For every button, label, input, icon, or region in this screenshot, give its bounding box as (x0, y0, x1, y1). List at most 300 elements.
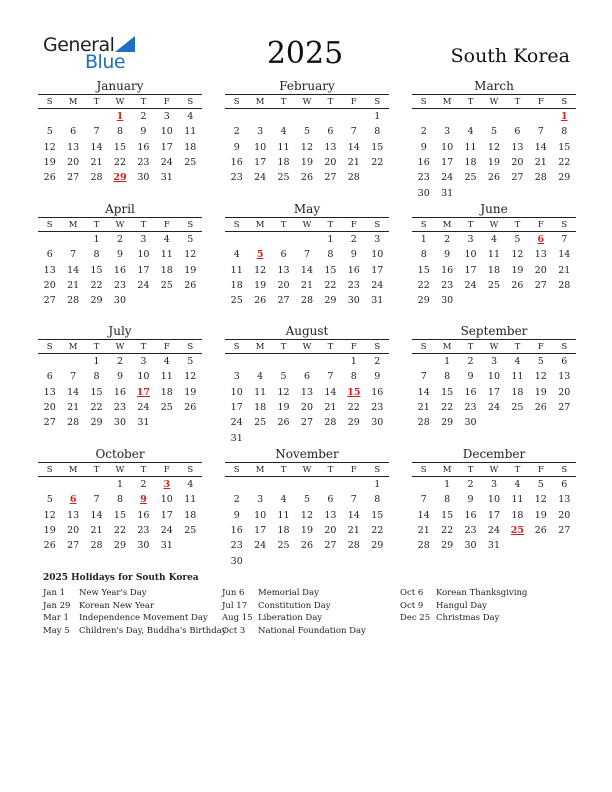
day-cell: 4 (163, 234, 170, 246)
week-row (412, 385, 576, 400)
day-cell: 26 (534, 525, 547, 537)
day-cell: 31 (487, 540, 501, 552)
day-cell: 27 (67, 172, 80, 184)
empty-cell (553, 185, 576, 200)
day-cell: 9 (374, 371, 381, 383)
month-name: March (474, 79, 514, 93)
month-name: August (285, 324, 329, 338)
month-september (412, 323, 576, 430)
day-cell: 22 (347, 402, 360, 414)
day-cell: 6 (327, 126, 334, 138)
day-cell: 15 (90, 386, 103, 398)
empty-cell (319, 354, 342, 370)
month-table (412, 339, 576, 430)
day-cell: 26 (43, 172, 56, 184)
day-cell: 25 (277, 172, 290, 184)
day-cell: 19 (43, 525, 56, 537)
day-cell: 9 (350, 249, 357, 261)
day-cell: 20 (534, 264, 547, 276)
day-cell: 14 (534, 141, 547, 153)
month-july (38, 323, 202, 430)
day-cell: 23 (230, 540, 243, 552)
weekday-header: S (179, 218, 202, 232)
empty-cell (529, 185, 552, 200)
generalblue-logo (43, 34, 153, 74)
day-cell: 12 (184, 371, 197, 383)
day-cell: 10 (254, 141, 267, 153)
day-cell: 10 (371, 249, 384, 261)
day-cell: 22 (371, 157, 384, 169)
month-table (412, 462, 576, 553)
holiday-item (43, 625, 227, 638)
day-cell: 25 (230, 295, 243, 307)
holiday-date: Jan 29 (43, 600, 71, 611)
holiday-name: New Year's Day (79, 588, 147, 598)
week-row (412, 492, 576, 507)
day-cell: 13 (67, 141, 80, 153)
day-cell: 4 (467, 126, 474, 138)
day-cell: 20 (67, 525, 80, 537)
day-cell: 3 (467, 234, 474, 246)
weekday-header: F (529, 218, 552, 232)
day-cell: 24 (464, 280, 477, 292)
day-cell: 10 (160, 126, 173, 138)
empty-cell (506, 538, 529, 553)
day-cell: 18 (277, 157, 290, 169)
day-cell: 28 (300, 295, 314, 307)
day-cell: 3 (374, 234, 381, 246)
weekday-header: M (435, 218, 458, 232)
day-cell: 18 (277, 525, 290, 537)
holiday-name: Hangul Day (436, 600, 487, 611)
weekday-header: T (459, 463, 482, 477)
empty-cell (529, 415, 552, 430)
empty-cell (319, 430, 342, 445)
day-cell: 27 (300, 417, 314, 429)
week-row (225, 523, 389, 538)
day-cell: 7 (327, 371, 334, 383)
day-cell: 16 (137, 509, 150, 521)
day-cell: 26 (534, 402, 547, 414)
empty-cell (482, 293, 505, 308)
day-cell: 7 (93, 494, 100, 506)
weekday-header: S (366, 340, 389, 354)
day-cell: 20 (43, 280, 56, 292)
weekday-header: W (295, 340, 318, 354)
weekday-header: M (435, 463, 458, 477)
day-cell: 3 (140, 234, 147, 246)
day-cell: 29 (90, 417, 103, 429)
empty-cell (342, 430, 365, 445)
day-cell: 20 (324, 157, 337, 169)
week-row (412, 232, 576, 248)
day-cell: 27 (324, 172, 337, 184)
holiday-day-cell: 1 (560, 111, 568, 123)
day-cell: 20 (67, 157, 80, 169)
month-table (38, 94, 202, 185)
holiday-item (222, 587, 366, 600)
day-cell: 29 (324, 295, 337, 307)
day-cell: 13 (534, 249, 547, 261)
day-cell: 13 (558, 371, 571, 383)
day-cell: 5 (303, 126, 310, 138)
weekday-header: M (248, 340, 271, 354)
day-cell: 12 (277, 386, 290, 398)
week-row (412, 354, 576, 370)
empty-cell (553, 415, 576, 430)
day-cell: 6 (561, 479, 568, 491)
day-cell: 9 (444, 249, 451, 261)
weekday-header: M (435, 340, 458, 354)
week-row (38, 124, 202, 139)
day-cell: 7 (537, 126, 544, 138)
month-table (412, 94, 576, 201)
day-cell: 2 (420, 126, 427, 138)
empty-cell (248, 553, 271, 568)
day-cell: 17 (254, 525, 267, 537)
empty-cell (506, 109, 529, 125)
day-cell: 12 (43, 141, 56, 153)
weekday-header: S (553, 463, 576, 477)
weekday-header: T (459, 340, 482, 354)
day-cell: 24 (371, 280, 384, 292)
day-cell: 25 (464, 172, 477, 184)
week-row (412, 124, 576, 139)
day-cell: 17 (487, 386, 501, 398)
weekday-header: S (179, 463, 202, 477)
empty-cell (295, 109, 318, 125)
logo-general-text: General (43, 34, 115, 56)
holiday-date: Jan 1 (43, 588, 66, 598)
day-cell: 14 (558, 249, 571, 261)
day-cell: 8 (420, 249, 427, 261)
empty-cell (295, 232, 318, 248)
day-cell: 27 (43, 295, 56, 307)
day-cell: 10 (487, 371, 501, 383)
day-cell: 16 (230, 525, 243, 537)
holiday-name: National Foundation Day (258, 625, 366, 636)
empty-cell (459, 109, 482, 125)
day-cell: 3 (140, 356, 147, 368)
empty-cell (61, 354, 84, 370)
day-cell: 11 (511, 494, 524, 506)
day-cell: 21 (67, 402, 80, 414)
day-cell: 29 (90, 295, 103, 307)
weekday-header: F (155, 340, 178, 354)
day-cell: 11 (230, 264, 243, 276)
weekday-header: S (553, 95, 576, 109)
day-cell: 2 (116, 356, 123, 368)
day-cell: 13 (300, 386, 314, 398)
day-cell: 15 (558, 141, 571, 153)
day-cell: 23 (441, 280, 454, 292)
holiday-date: Oct 3 (222, 625, 246, 636)
day-cell: 20 (300, 402, 314, 414)
weekday-header: T (132, 340, 155, 354)
day-cell: 5 (514, 234, 521, 246)
weekday-header: S (366, 463, 389, 477)
day-cell: 14 (417, 509, 430, 521)
weekday-header: F (342, 340, 365, 354)
day-cell: 29 (441, 417, 454, 429)
month-november (225, 446, 389, 569)
weekday-header: T (319, 340, 342, 354)
weekday-header: M (435, 95, 458, 109)
day-cell: 8 (93, 249, 100, 261)
day-cell: 29 (441, 540, 454, 552)
empty-cell (459, 185, 482, 200)
week-row (38, 263, 202, 278)
week-row (412, 369, 576, 384)
holiday-date: Aug 15 (222, 613, 253, 623)
week-row (38, 477, 202, 493)
weekday-header: F (529, 463, 552, 477)
week-row (225, 400, 389, 415)
weekday-header: F (155, 463, 178, 477)
empty-cell (553, 538, 576, 553)
weekday-header: W (108, 340, 131, 354)
day-cell: 6 (327, 494, 334, 506)
holiday-name: Children's Day, Buddha's Birthday (79, 625, 227, 636)
day-cell: 7 (350, 494, 357, 506)
day-cell: 12 (487, 141, 501, 153)
week-row (412, 109, 576, 125)
week-row (412, 415, 576, 430)
day-cell: 30 (230, 555, 243, 567)
day-cell: 16 (113, 386, 127, 398)
month-october (38, 446, 202, 553)
week-row (412, 247, 576, 262)
day-cell: 23 (230, 172, 243, 184)
day-cell: 19 (184, 264, 197, 276)
day-cell: 30 (137, 172, 150, 184)
empty-cell (179, 538, 202, 553)
day-cell: 7 (70, 249, 77, 261)
day-cell: 17 (137, 264, 150, 276)
holidays-column (400, 587, 527, 625)
day-cell: 21 (324, 402, 337, 414)
week-row (412, 523, 576, 538)
month-table (225, 217, 389, 308)
empty-cell (319, 109, 342, 125)
day-cell: 22 (371, 525, 384, 537)
day-cell: 29 (113, 540, 127, 552)
day-cell: 25 (160, 402, 173, 414)
day-cell: 10 (441, 141, 454, 153)
day-cell: 18 (511, 386, 524, 398)
day-cell: 6 (303, 371, 310, 383)
day-cell: 26 (184, 280, 197, 292)
day-cell: 25 (184, 157, 197, 169)
day-cell: 4 (233, 249, 240, 261)
day-cell: 22 (113, 525, 127, 537)
weekday-header: F (342, 218, 365, 232)
weekday-header: M (248, 218, 271, 232)
week-row (225, 385, 389, 400)
week-row (225, 155, 389, 170)
day-cell: 27 (511, 172, 524, 184)
week-row (225, 492, 389, 507)
day-cell: 4 (514, 356, 521, 368)
month-table (38, 217, 202, 308)
day-cell: 27 (277, 295, 290, 307)
day-cell: 27 (534, 280, 547, 292)
holiday-day-cell: 3 (163, 479, 171, 491)
day-cell: 31 (160, 540, 173, 552)
week-row (412, 185, 576, 200)
day-cell: 28 (558, 280, 571, 292)
day-cell: 30 (113, 417, 127, 429)
month-name: November (275, 447, 339, 461)
weekday-header: F (342, 95, 365, 109)
empty-cell (342, 109, 365, 125)
week-row (412, 538, 576, 553)
weekday-header: S (38, 95, 61, 109)
holiday-date: May 5 (43, 625, 70, 636)
day-cell: 13 (324, 141, 337, 153)
day-cell: 11 (277, 141, 290, 153)
day-cell: 11 (160, 249, 173, 261)
day-cell: 25 (184, 525, 197, 537)
day-cell: 2 (467, 479, 474, 491)
empty-cell (412, 477, 435, 493)
week-row (225, 140, 389, 155)
day-cell: 31 (230, 432, 243, 444)
day-cell: 16 (464, 509, 477, 521)
weekday-header: S (225, 463, 248, 477)
week-row (225, 232, 389, 248)
day-cell: 5 (280, 371, 287, 383)
day-cell: 4 (257, 371, 264, 383)
empty-cell (366, 553, 389, 568)
day-cell: 16 (230, 157, 243, 169)
weekday-header: W (295, 95, 318, 109)
empty-cell (61, 477, 84, 493)
day-cell: 23 (347, 280, 360, 292)
empty-cell (295, 477, 318, 493)
day-cell: 1 (374, 111, 381, 123)
day-cell: 18 (464, 157, 477, 169)
day-cell: 21 (417, 525, 430, 537)
day-cell: 27 (324, 540, 337, 552)
month-june (412, 201, 576, 308)
day-cell: 6 (280, 249, 287, 261)
empty-cell (295, 354, 318, 370)
empty-cell (225, 477, 248, 493)
day-cell: 11 (487, 249, 501, 261)
day-cell: 21 (90, 525, 103, 537)
holiday-item (222, 612, 366, 625)
empty-cell (272, 430, 295, 445)
month-may (225, 201, 389, 308)
day-cell: 24 (137, 280, 150, 292)
holiday-name: Christmas Day (436, 613, 500, 623)
day-cell: 13 (324, 509, 337, 521)
logo-blue-text: Blue (85, 51, 126, 73)
day-cell: 6 (514, 126, 521, 138)
day-cell: 26 (43, 540, 56, 552)
day-cell: 22 (441, 402, 454, 414)
day-cell: 23 (417, 172, 430, 184)
day-cell: 27 (558, 525, 571, 537)
day-cell: 3 (490, 479, 497, 491)
weekday-header: S (366, 95, 389, 109)
day-cell: 2 (350, 234, 357, 246)
empty-cell (553, 293, 576, 308)
month-name: February (279, 79, 335, 93)
day-cell: 24 (137, 402, 150, 414)
day-cell: 11 (511, 371, 524, 383)
day-cell: 7 (420, 371, 427, 383)
empty-cell (155, 415, 178, 430)
day-cell: 16 (347, 264, 360, 276)
day-cell: 20 (558, 509, 571, 521)
day-cell: 15 (441, 509, 454, 521)
day-cell: 22 (558, 157, 571, 169)
empty-cell (85, 109, 108, 125)
week-row (225, 430, 389, 445)
week-row (38, 385, 202, 400)
empty-cell (319, 477, 342, 493)
holiday-item (43, 587, 227, 600)
weekday-header: S (412, 218, 435, 232)
day-cell: 12 (300, 141, 314, 153)
weekday-header: T (132, 463, 155, 477)
day-cell: 29 (347, 417, 360, 429)
day-cell: 2 (116, 234, 123, 246)
day-cell: 5 (187, 234, 194, 246)
day-cell: 23 (137, 157, 150, 169)
month-january (38, 78, 202, 185)
week-row (38, 155, 202, 170)
empty-cell (179, 170, 202, 185)
day-cell: 28 (417, 417, 430, 429)
day-cell: 6 (46, 249, 53, 261)
week-row (38, 369, 202, 384)
day-cell: 15 (371, 509, 384, 521)
week-row (38, 400, 202, 415)
day-cell: 8 (374, 494, 381, 506)
day-cell: 23 (113, 280, 127, 292)
week-row (412, 170, 576, 185)
day-cell: 21 (300, 280, 314, 292)
day-cell: 28 (90, 540, 103, 552)
holiday-day-cell: 9 (140, 494, 147, 506)
weekday-header: T (506, 340, 529, 354)
holiday-date: Oct 6 (400, 588, 424, 598)
day-cell: 18 (160, 386, 173, 398)
day-cell: 16 (137, 141, 150, 153)
page-title-year: 2025 (266, 36, 344, 71)
month-table (225, 94, 389, 185)
holiday-name: Constitution Day (258, 600, 331, 611)
holiday-item (222, 600, 366, 613)
month-name: April (105, 202, 135, 216)
weekday-header: T (132, 95, 155, 109)
week-row (38, 232, 202, 248)
day-cell: 30 (441, 295, 454, 307)
empty-cell (506, 293, 529, 308)
day-cell: 18 (511, 509, 524, 521)
week-row (225, 124, 389, 139)
weekday-header: T (506, 95, 529, 109)
empty-cell (248, 232, 271, 248)
day-cell: 30 (417, 187, 430, 199)
day-cell: 17 (230, 402, 243, 414)
day-cell: 18 (487, 264, 501, 276)
empty-cell (155, 293, 178, 308)
day-cell: 9 (140, 126, 147, 138)
